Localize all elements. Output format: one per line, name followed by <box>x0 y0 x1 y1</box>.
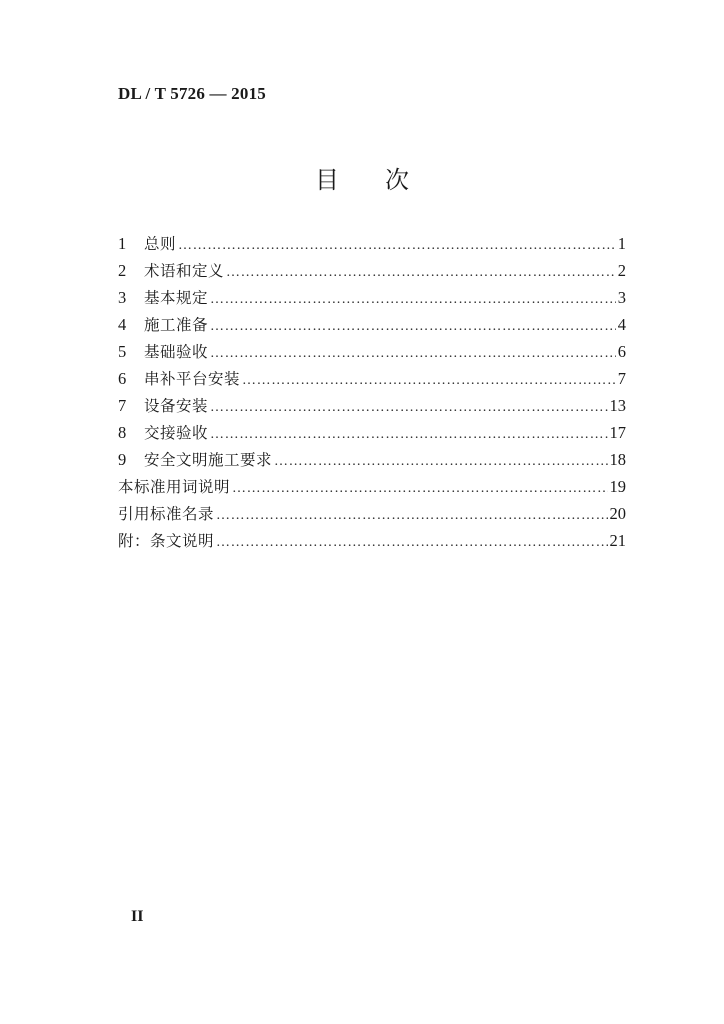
toc-entry-page: 1 <box>617 234 626 253</box>
toc-entry-page: 19 <box>609 477 626 496</box>
title-char-1: 目 <box>315 166 339 194</box>
toc-entry-label: 引用标准名录 <box>118 505 215 523</box>
toc-dot-leader <box>210 319 616 335</box>
toc-entry[interactable] <box>118 529 626 556</box>
toc-entry-label: 术语和定义 <box>144 262 225 280</box>
toc-dot-leader <box>210 346 616 362</box>
toc-dot-leader <box>178 238 616 254</box>
toc-entry[interactable] <box>118 448 626 475</box>
toc-entry[interactable] <box>118 259 626 286</box>
toc-dot-leader <box>226 265 616 281</box>
toc-entry[interactable] <box>118 286 626 313</box>
toc-entry-number: 6 <box>118 369 127 388</box>
toc-entry-label: 基础验收 <box>144 343 209 361</box>
toc-entry-label: 附：条文说明 <box>118 532 215 550</box>
toc-entry-number: 2 <box>118 261 127 280</box>
toc-entry[interactable] <box>118 232 626 259</box>
toc-entry-page: 2 <box>617 261 626 280</box>
toc-entry-number: 8 <box>118 423 127 442</box>
toc-entry-page: 6 <box>617 342 626 361</box>
toc-dot-leader <box>210 292 616 308</box>
toc-entry-page: 3 <box>617 288 626 307</box>
toc-entry-label: 基本规定 <box>144 289 209 307</box>
toc-entry-label: 本标准用词说明 <box>118 478 231 496</box>
toc-dot-leader <box>242 373 616 389</box>
toc-entry-page: 20 <box>609 504 626 523</box>
toc-dot-leader <box>216 508 607 524</box>
page-number: II <box>131 908 144 925</box>
toc-entry-number: 4 <box>118 315 127 334</box>
toc-entry[interactable] <box>118 475 626 502</box>
toc-entry-number: 7 <box>118 396 127 415</box>
toc-entry[interactable] <box>118 367 626 394</box>
toc-entry-label: 设备安装 <box>144 397 209 415</box>
toc-entry-page: 13 <box>609 396 626 415</box>
toc-dot-leader <box>232 481 607 497</box>
toc-entry-label: 串补平台安装 <box>144 370 241 388</box>
toc-entry-page: 21 <box>609 531 626 550</box>
toc-entry-label: 施工准备 <box>144 316 209 334</box>
page-title <box>0 160 724 195</box>
toc-entry-label: 交接验收 <box>144 424 209 442</box>
standard-code: DL / T 5726 — 2015 <box>118 84 266 103</box>
toc-entry[interactable] <box>118 394 626 421</box>
toc-dot-leader <box>210 400 607 416</box>
toc-entry[interactable] <box>118 340 626 367</box>
toc-dot-leader <box>216 535 607 551</box>
toc-entry-number: 1 <box>118 234 127 253</box>
toc-entry-page: 17 <box>609 423 626 442</box>
toc-entry-number: 3 <box>118 288 127 307</box>
toc-entry-number: 9 <box>118 450 127 469</box>
toc-entry-label: 安全文明施工要求 <box>144 451 273 469</box>
toc-entry[interactable] <box>118 502 626 529</box>
title-char-2: 次 <box>385 166 409 194</box>
toc-entry-page: 7 <box>617 369 626 388</box>
toc-dot-leader <box>210 427 607 443</box>
toc-entry-number: 5 <box>118 342 127 361</box>
toc-entry-page: 4 <box>617 315 626 334</box>
toc-entry-page: 18 <box>609 450 626 469</box>
toc-dot-leader <box>274 454 607 470</box>
toc-entry-label: 总则 <box>144 235 177 253</box>
toc-entry[interactable] <box>118 421 626 448</box>
table-of-contents <box>118 232 626 556</box>
toc-entry[interactable] <box>118 313 626 340</box>
